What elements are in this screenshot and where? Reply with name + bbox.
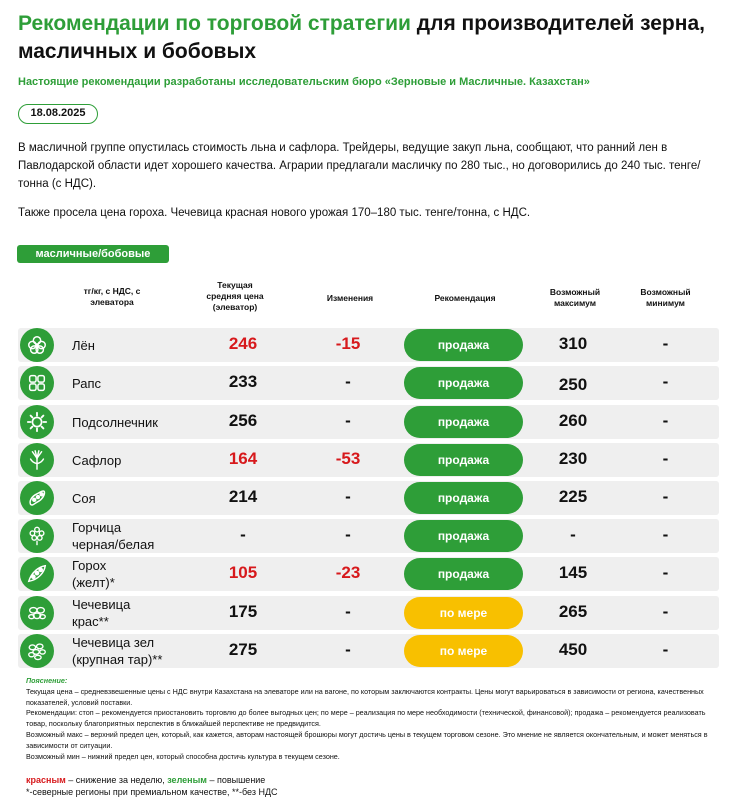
crop-name: Горчица черная/белая	[72, 520, 155, 552]
max-value: 250	[558, 375, 588, 394]
min-value: -	[662, 640, 669, 659]
flax-flower-icon	[20, 328, 54, 362]
legend-red-word: красным	[26, 775, 66, 785]
price-value: 105	[228, 563, 258, 582]
safflower-icon	[20, 443, 54, 477]
price-value: 246	[228, 334, 258, 353]
reco-badge: по мере	[404, 635, 523, 667]
price-value: 214	[228, 487, 258, 506]
legend-green-word: зеленым	[167, 775, 207, 785]
table-row	[18, 366, 719, 400]
red-lentil-icon	[20, 596, 54, 630]
paragraph-legumes: Также просела цена гороха. Чечевица красная нового урожая 170–180 тыс. тенге/тонна, с НДС.	[18, 207, 531, 219]
max-value: 260	[558, 411, 588, 430]
sunflower-icon	[20, 405, 54, 439]
price-value: 164	[228, 449, 258, 468]
reco-badge: продажа	[404, 558, 523, 590]
green-lentil-icon	[20, 634, 54, 668]
reco-badge: по мере	[404, 597, 523, 629]
price-value: 233	[228, 372, 258, 391]
crop-name: Подсолнечник	[72, 415, 158, 430]
min-value: -	[662, 487, 669, 506]
change-value: -	[345, 640, 351, 659]
note-line: Рекомендации: стоп – рекомендуется приостановить торговлю до более выгодных цен; по мере – реализация по мере необходимости (технической, финансовой); продажа – рекомендуется реализовать товар, поскольку благоприятных перспектив в ближайшей перспективе не предвидится.	[26, 708, 706, 729]
table-row	[18, 328, 719, 362]
legend-green-text: – повышение	[206, 775, 266, 785]
header-price: Текущая средняя цена (элеватор)	[206, 280, 264, 312]
max-value: 450	[558, 640, 588, 659]
rapeseed-icon	[20, 366, 54, 400]
paragraph-oilseeds: В масличной группе опустилась стоимость льна и сафлора. Трейдеры, ведущие закуп льна, сообщают, что ранний лен в Павлодарской области идет хорошего качества. Аграрии предлагали масличку по 280 тыс., но договорились до 240 тыс. тенге/тонна (с НДС).	[18, 142, 701, 190]
change-value: -	[345, 525, 351, 544]
subtitle: Настоящие рекомендации разработаны исследовательским бюро «Зерновые и Масличные. Казахстан»	[18, 76, 590, 88]
crop-name: Чечевица зел (крупная тар)**	[72, 635, 163, 667]
legend-footnote: *-северные регионы при премиальном качестве, **-без НДС	[26, 787, 278, 797]
min-value: -	[662, 334, 669, 353]
note-line: Возможный макс – верхний предел цен, который, как кажется, авторам настоящей брошюры могут достичь цены в текущем торговом сезоне. Это мнение не является окончательным, и может меняться в зависимости от ситуации.	[26, 729, 708, 750]
table-row	[18, 405, 719, 439]
header-max: Возможный максимум	[549, 287, 601, 308]
crop-name: Сафлор	[72, 453, 122, 468]
title-rest: для производителей зерна, масличных и бобовых	[18, 12, 705, 63]
legend-red-text: – снижение за неделю,	[65, 775, 168, 785]
min-value: -	[662, 525, 669, 544]
max-value: -	[570, 525, 576, 544]
change-value: -23	[335, 563, 361, 582]
max-value: 225	[558, 487, 588, 506]
max-value: 230	[558, 449, 588, 468]
table-row	[18, 519, 719, 553]
soybean-icon	[20, 481, 54, 515]
min-value: -	[662, 449, 669, 468]
note-line: Возможный мин – нижний предел цен, который способна достичь культура в текущем сезоне.	[26, 751, 340, 761]
price-value: -	[240, 525, 246, 544]
change-value: -	[345, 602, 351, 621]
reco-badge: продажа	[404, 520, 523, 552]
price-value: 275	[228, 640, 258, 659]
header-reco: Рекомендация	[434, 293, 496, 303]
header-min: Возможный минимум	[640, 287, 691, 308]
note-line: Текущая цена – средневзвешенные цены с НДС внутри Казахстана на элеваторе или на вагоне, по которым заключаются контракты. Цены могут варьироваться в зависимости от региона, качественных показателей, условий поставки.	[26, 686, 704, 707]
legend	[26, 774, 278, 798]
min-value: -	[662, 602, 669, 621]
table-row	[18, 596, 719, 630]
price-value: 175	[228, 602, 258, 621]
header-change: Изменения	[326, 293, 374, 303]
section-tag: масличные/бобовые	[17, 245, 169, 263]
title-highlight: Рекомендации по торговой стратегии	[18, 12, 411, 35]
page-title	[18, 10, 718, 66]
crop-name: Горох (желт)*	[72, 558, 115, 590]
table-row	[18, 557, 719, 591]
change-value: -53	[335, 449, 361, 468]
max-value: 265	[558, 602, 588, 621]
min-value: -	[662, 563, 669, 582]
max-value: 310	[558, 334, 588, 353]
crop-name: Соя	[72, 491, 96, 506]
explanatory-notes	[26, 676, 716, 762]
crop-name: Чечевица крас**	[72, 597, 131, 629]
min-value: -	[662, 411, 669, 430]
date-badge: 18.08.2025	[18, 104, 98, 124]
max-value: 145	[558, 563, 588, 582]
reco-badge: продажа	[404, 482, 523, 514]
mustard-icon	[20, 519, 54, 553]
reco-badge: продажа	[404, 406, 523, 438]
table-row	[18, 634, 719, 668]
change-value: -	[345, 487, 351, 506]
crop-name: Рапс	[72, 376, 102, 391]
crop-name: Лён	[72, 338, 95, 353]
change-value: -15	[335, 334, 361, 353]
change-value: -	[345, 411, 351, 430]
table-row	[18, 443, 719, 477]
change-value: -	[345, 372, 351, 391]
pea-pod-icon	[20, 557, 54, 591]
reco-badge: продажа	[404, 444, 523, 476]
price-value: 256	[228, 411, 258, 430]
reco-badge: продажа	[404, 367, 523, 399]
table-row	[18, 481, 719, 515]
notes-title: Пояснение:	[26, 676, 68, 685]
reco-badge: продажа	[404, 329, 523, 361]
min-value: -	[662, 372, 669, 391]
header-unit: тг/кг, с НДС, с элеватора	[83, 286, 141, 307]
